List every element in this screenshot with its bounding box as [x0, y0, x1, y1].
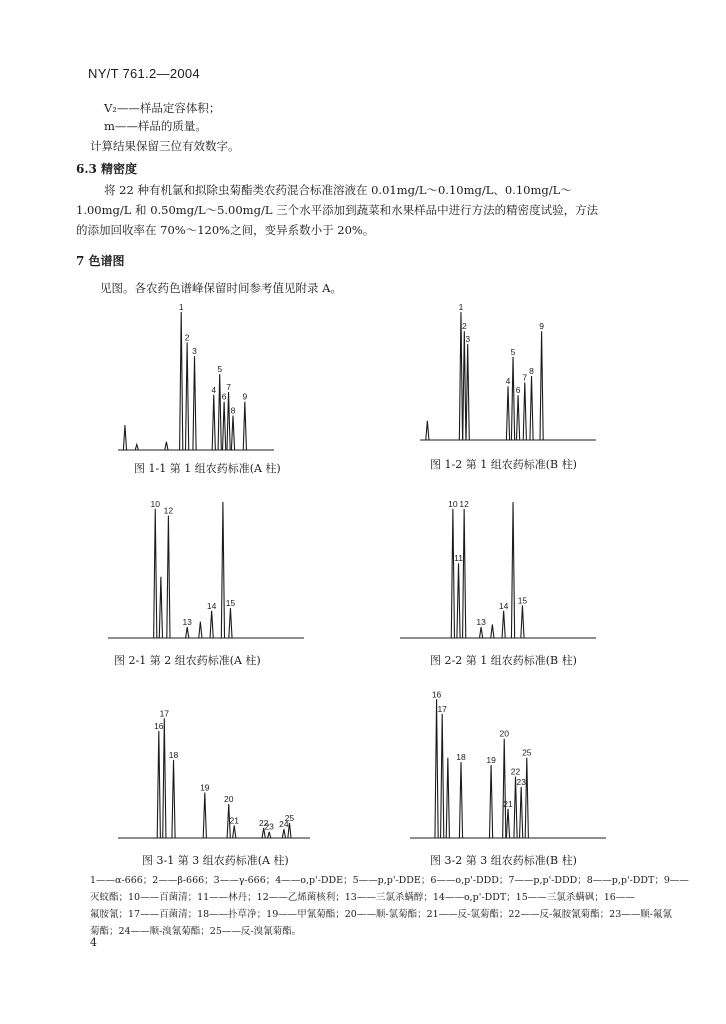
chromatogram-3-1-svg	[118, 700, 314, 844]
peak-14	[210, 611, 213, 638]
peak-label-7: 7	[226, 382, 231, 393]
peak-label-5: 5	[510, 346, 516, 357]
peak-9	[540, 331, 543, 440]
peak-label-25: 25	[284, 812, 295, 823]
peak-13	[186, 627, 189, 638]
chromatogram-2-1	[108, 490, 308, 644]
chromatogram-1-1	[118, 300, 278, 456]
section-7-title: 7 色谱图	[76, 254, 125, 268]
caption-2-2: 图 2-2 第 1 组农药标准(B 柱)	[430, 654, 577, 667]
chromatogram-1-1-svg	[118, 300, 278, 456]
peak-label-3: 3	[465, 334, 471, 344]
peak-3	[193, 356, 196, 450]
peak-label-1: 1	[178, 302, 184, 312]
peak-label-4: 4	[211, 384, 217, 395]
peak-unlabeled-2	[165, 442, 168, 450]
legend-line-3: 氟胺氰；17——百菌清；18——扑草净；19——甲氰菊酯；20——顺-氯菊酯；21——反-氯菊酯；22——反-氟胺氰菊酯；23——顺-氟氰	[90, 909, 672, 920]
peak-label-19: 19	[486, 755, 496, 765]
peak-label-20: 20	[223, 793, 234, 804]
peak-unlabeled-4	[199, 622, 202, 638]
peak-21	[506, 809, 509, 838]
peak-label-15: 15	[517, 595, 528, 606]
peak-19	[203, 793, 206, 838]
peak-4	[212, 395, 215, 450]
peak-8	[530, 376, 533, 440]
peak-label-15: 15	[225, 598, 236, 609]
peak-14	[502, 611, 505, 638]
peak-15	[521, 605, 524, 638]
peak-unlabeled-1	[135, 444, 138, 450]
peak-19	[489, 765, 492, 838]
peak-7	[523, 382, 526, 440]
peak-label-16: 16	[154, 720, 164, 731]
peak-21	[233, 825, 236, 838]
peak-16	[157, 731, 160, 838]
section-7-intro: 见图。各农药色谱峰保留时间参考值见附录 A。	[100, 281, 342, 295]
peak-17	[441, 714, 444, 838]
peak-label-14: 14	[206, 600, 217, 611]
chromatogram-2-2	[400, 490, 600, 644]
peak-label-5: 5	[217, 364, 223, 375]
peak-label-18: 18	[168, 749, 179, 760]
chromatogram-2-1-svg	[108, 490, 308, 644]
peak-label-20: 20	[499, 728, 509, 739]
definition-v2: V₂——样品定容体积；	[104, 101, 221, 115]
peak-label-8: 8	[529, 366, 534, 376]
peak-label-19: 19	[200, 782, 210, 793]
peak-18	[459, 762, 462, 838]
peak-17	[163, 718, 166, 838]
peak-label-13: 13	[182, 617, 192, 628]
caption-3-1: 图 3-1 第 3 组农药标准(A 柱)	[142, 854, 289, 867]
section-6-3-line1: 将 22 种有机氯和拟除虫菊酯类农药混合标准溶液在 0.01mg/L～0.10mg/L、0.10mg/L～	[104, 183, 572, 197]
peak-label-6: 6	[515, 385, 521, 396]
chromatogram-1-2-svg	[420, 300, 600, 446]
peak-label-25: 25	[522, 747, 532, 758]
peak-label-11: 11	[454, 553, 463, 564]
peak-label-21: 21	[229, 815, 239, 826]
peak-label-2: 2	[184, 332, 190, 343]
peak-11	[457, 563, 460, 638]
calc-note: 计算结果保留三位有效数字。	[90, 139, 240, 153]
peak-label-23: 23	[516, 776, 526, 787]
peak-6	[516, 395, 519, 440]
peak-label-17: 17	[159, 708, 170, 719]
peak-6	[223, 402, 226, 450]
legend-line-4: 菊酯；24——顺-溴氰菊酯；25——反-溴氰菊酯。	[90, 926, 302, 937]
peak-2	[186, 342, 189, 450]
peak-7	[227, 392, 230, 450]
chromatogram-2-2-svg	[400, 490, 600, 644]
peak-23	[520, 787, 523, 838]
section-6-3-title: 6.3 精密度	[76, 162, 138, 176]
peak-label-14: 14	[498, 600, 509, 611]
document-header: NY/T 761.2—2004	[88, 66, 200, 81]
peak-label-18: 18	[456, 752, 466, 763]
legend-line-1: 1——α-666；2——β-666；3——γ-666；4——o,p'-DDE；5——p,p'-DDE；6——o,p'-DDD；7——p,p'-DDD；8——p,p'-DDT；9——	[90, 875, 689, 886]
peak-12	[167, 516, 170, 638]
peak-10	[451, 509, 454, 638]
peak-5	[511, 357, 514, 440]
peak-20	[503, 739, 506, 838]
caption-2-1: 图 2-1 第 2 组农药标准(A 柱)	[114, 654, 261, 667]
peak-16	[435, 699, 438, 838]
peak-legend	[90, 872, 690, 940]
peak-12	[463, 509, 466, 638]
peak-label-22: 22	[510, 766, 521, 777]
section-6-3-line2: 1.00mg/L 和 0.50mg/L～5.00mg/L 三个水平添加到蔬菜和水果样品中进行方法的精密度试验，方法	[76, 203, 599, 217]
legend-line-2: 灭蚊酯；10——百菌清；11——林丹；12——乙烯菌核利；13——三氯杀螨醇；14——o,p'-DDT；15——三氯杀螨砜；16——	[90, 892, 635, 903]
peak-label-12: 12	[163, 505, 174, 516]
peak-unlabeled-6	[511, 502, 514, 638]
peak-label-24: 24	[279, 819, 289, 830]
chromatogram-3-1	[118, 700, 314, 844]
peak-label-2: 2	[461, 321, 467, 332]
chromatogram-3-2	[410, 680, 610, 844]
peak-label-17: 17	[437, 703, 447, 714]
chromatogram-3-2-svg	[410, 680, 610, 844]
peak-label-16: 16	[431, 689, 442, 700]
peak-8	[231, 416, 234, 451]
peak-10	[154, 509, 157, 638]
peak-1	[180, 312, 183, 450]
peak-9	[243, 402, 246, 450]
peak-24	[282, 829, 285, 838]
peak-unlabeled-6	[221, 502, 224, 638]
caption-1-2: 图 1-2 第 1 组农药标准(B 柱)	[430, 458, 577, 471]
peak-unlabeled-4	[491, 624, 494, 638]
peak-unlabeled-2	[446, 758, 449, 838]
peak-label-9: 9	[242, 391, 248, 402]
peak-label-8: 8	[230, 405, 236, 416]
caption-3-2: 图 3-2 第 3 组农药标准(B 柱)	[430, 854, 577, 867]
peak-unlabeled-1	[159, 577, 162, 638]
peak-label-7: 7	[522, 372, 528, 383]
peak-label-13: 13	[476, 617, 486, 628]
peak-label-22: 22	[258, 817, 269, 828]
peak-3	[466, 344, 469, 440]
peak-label-10: 10	[150, 498, 160, 509]
peak-label-4: 4	[505, 376, 511, 387]
caption-1-1: 图 1-1 第 1 组农药标准(A 柱)	[134, 462, 281, 475]
peak-label-23: 23	[264, 821, 274, 832]
peak-18	[172, 760, 175, 838]
peak-23	[268, 832, 271, 838]
page-number: 4	[90, 936, 97, 949]
peak-4	[506, 386, 509, 440]
peak-label-10: 10	[448, 498, 458, 509]
peak-5	[218, 374, 221, 450]
peak-unlabeled-0	[123, 425, 126, 450]
section-6-3-line3: 的添加回收率在 70%～120%之间，变异系数小于 20%。	[76, 223, 375, 237]
peak-15	[229, 608, 232, 638]
chromatogram-1-2	[420, 300, 600, 446]
peak-13	[479, 627, 482, 638]
peak-label-9: 9	[539, 321, 544, 332]
peak-label-1: 1	[458, 302, 464, 312]
peak-unlabeled-0	[426, 421, 429, 440]
definition-m: m——样品的质量。	[104, 119, 207, 133]
peak-label-3: 3	[192, 346, 197, 357]
peak-25	[525, 758, 528, 838]
peak-2	[463, 331, 466, 440]
peak-label-21: 21	[503, 798, 513, 809]
peak-label-12: 12	[459, 498, 469, 509]
peak-label-6: 6	[221, 391, 227, 402]
